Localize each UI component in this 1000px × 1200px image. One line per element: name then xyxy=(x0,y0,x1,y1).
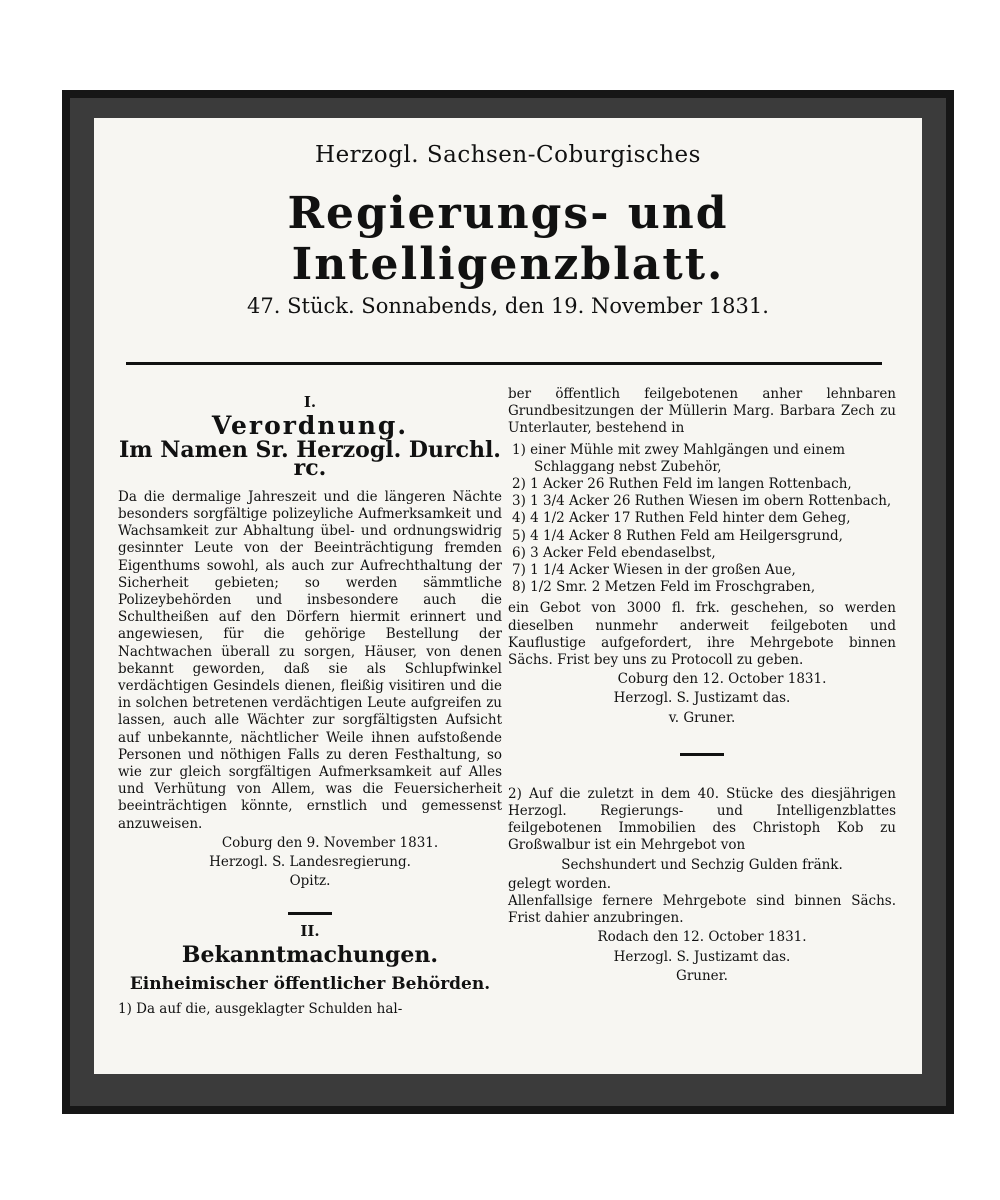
issue-line: 47. Stück. Sonnabends, den 19. November 1831. xyxy=(247,294,769,318)
ordinance-date: Coburg den 9. November 1831. xyxy=(221,834,439,851)
list-item: 7) 1 1/4 Acker Wiesen in der großen Aue, xyxy=(512,562,796,579)
section-subheading: Einheimischer öffentlicher Behörden. xyxy=(129,973,491,994)
notice-text: 1) Da auf die, ausgeklagter Schulden hal- xyxy=(118,1001,403,1018)
masthead-subtitle: Herzogl. Sachsen-Coburgisches xyxy=(315,142,701,168)
notice-text: ber öffentlich feilgebotenen anher lehnbaren Grundbesitzungen der Müllerin Marg. Barbara Zech zu Unterlauter, bestehend in xyxy=(508,386,896,437)
ordinance-text: Da die dermalige Jahreszeit und die längeren Nächte besonders sorgfältige polizeyliche Aufmerksamkeit und Wachsamkeit zur Abhaltung übel- und ordnungswidrig gesinnter Leute von der Beeinträchtigung fremden Eigenthums sowohl, als auch zur Aufrechthaltung der Sicherheit gebieten; so werden sämmtliche Polizeybehörden und insbesondere auch die Schultheißen auf den Dörfern hiermit erinnert und angewiesen, für die gehörige Bestellung der Nachtwachen überall zu sorgen, Häuser, von denen bekannt geworden, daß sie als Schlupfwinkel verdächtigen Gesindels dienen, fleißig visitiren und die in solchen betretenen verdächtigen Leute aufgreifen zu lassen, auch alle Wächter zur sorgfältigsten Aufsicht auf unbekannte, nächtlicher Weile ihnen aufstoßende Personen und nöthigen Falls zu deren Festhaltung, so wie zur gleich sorgfältigen Aufmerksamkeit auf Alles und Verhütung von Allem, was die Feuersicherheit beeinträchtigen könnte, ernstlich und gemessenst anzuweisen. xyxy=(118,488,502,832)
section-heading: Bekanntmachungen. xyxy=(181,941,439,968)
list-item: 8) 1/2 Smr. 2 Metzen Feld im Froschgraben, xyxy=(512,579,816,596)
notice-text: ein Gebot von 3000 fl. frk. geschehen, so werden dieselben nunmehr anderweit feilgeboten und Kauflustige aufgefordert, ihre Mehrgebote binnen Sächs. Frist bey uns zu Protocoll zu geben. xyxy=(508,600,896,669)
notice-authority: Herzogl. S. Justizamt das. xyxy=(613,948,791,965)
ordinance-signature: Opitz. xyxy=(289,873,331,890)
notice-date: Rodach den 12. October 1831. xyxy=(597,929,807,946)
list-item: 1) einer Mühle mit zwey Mahlgängen und einem Schlaggang nebst Zubehör, xyxy=(512,441,846,475)
list-item: 3) 1 3/4 Acker 26 Ruthen Wiesen im obern Rottenbach, xyxy=(512,493,892,510)
left-column xyxy=(118,386,502,1018)
notice-authority: Herzogl. S. Justizamt das. xyxy=(613,690,791,707)
section-divider xyxy=(680,753,724,756)
notice-text: 2) Auf die zuletzt in dem 40. Stücke des diesjährigen Herzogl. Regierungs- und Intelligenzblattes feilgebotenen Immobilien des Christoph Kob zu Großwalbur ist ein Mehrgebot von xyxy=(508,785,896,854)
list-item: 2) 1 Acker 26 Ruthen Feld im langen Rottenbach, xyxy=(512,476,852,493)
notice-signature: v. Gruner. xyxy=(668,709,736,726)
section-subheading: Im Namen Sr. Herzogl. Durchl. rc. xyxy=(119,437,501,481)
list-item: 5) 4 1/4 Acker 8 Ruthen Feld am Heilgersgrund, xyxy=(512,527,843,544)
section-number: II. xyxy=(300,922,320,941)
masthead-rule xyxy=(126,362,882,365)
section-divider xyxy=(288,912,332,915)
ordinance-authority: Herzogl. S. Landesregierung. xyxy=(209,854,411,871)
list-item: 4) 4 1/2 Acker 17 Ruthen Feld hinter dem Geheg, xyxy=(512,510,851,527)
notice-date: Coburg den 12. October 1831. xyxy=(617,671,827,688)
masthead-title: Regierungs- und Intelligenzblatt. xyxy=(287,188,729,290)
section-number: I. xyxy=(303,393,317,411)
list-item: 6) 3 Acker Feld ebendaselbst, xyxy=(512,544,716,561)
notice-text: gelegt worden. xyxy=(508,875,612,892)
bid-amount: Sechshundert und Sechzig Gulden fränk. xyxy=(561,856,843,873)
right-column xyxy=(508,386,896,987)
section-heading: Verordnung. xyxy=(211,411,409,441)
notice-text: Allenfallsige fernere Mehrgebote sind binnen Sächs. Frist dahier anzubringen. xyxy=(508,893,896,927)
notice-signature: Gruner. xyxy=(676,967,728,984)
property-list xyxy=(508,442,896,597)
newspaper-page xyxy=(94,118,922,1074)
